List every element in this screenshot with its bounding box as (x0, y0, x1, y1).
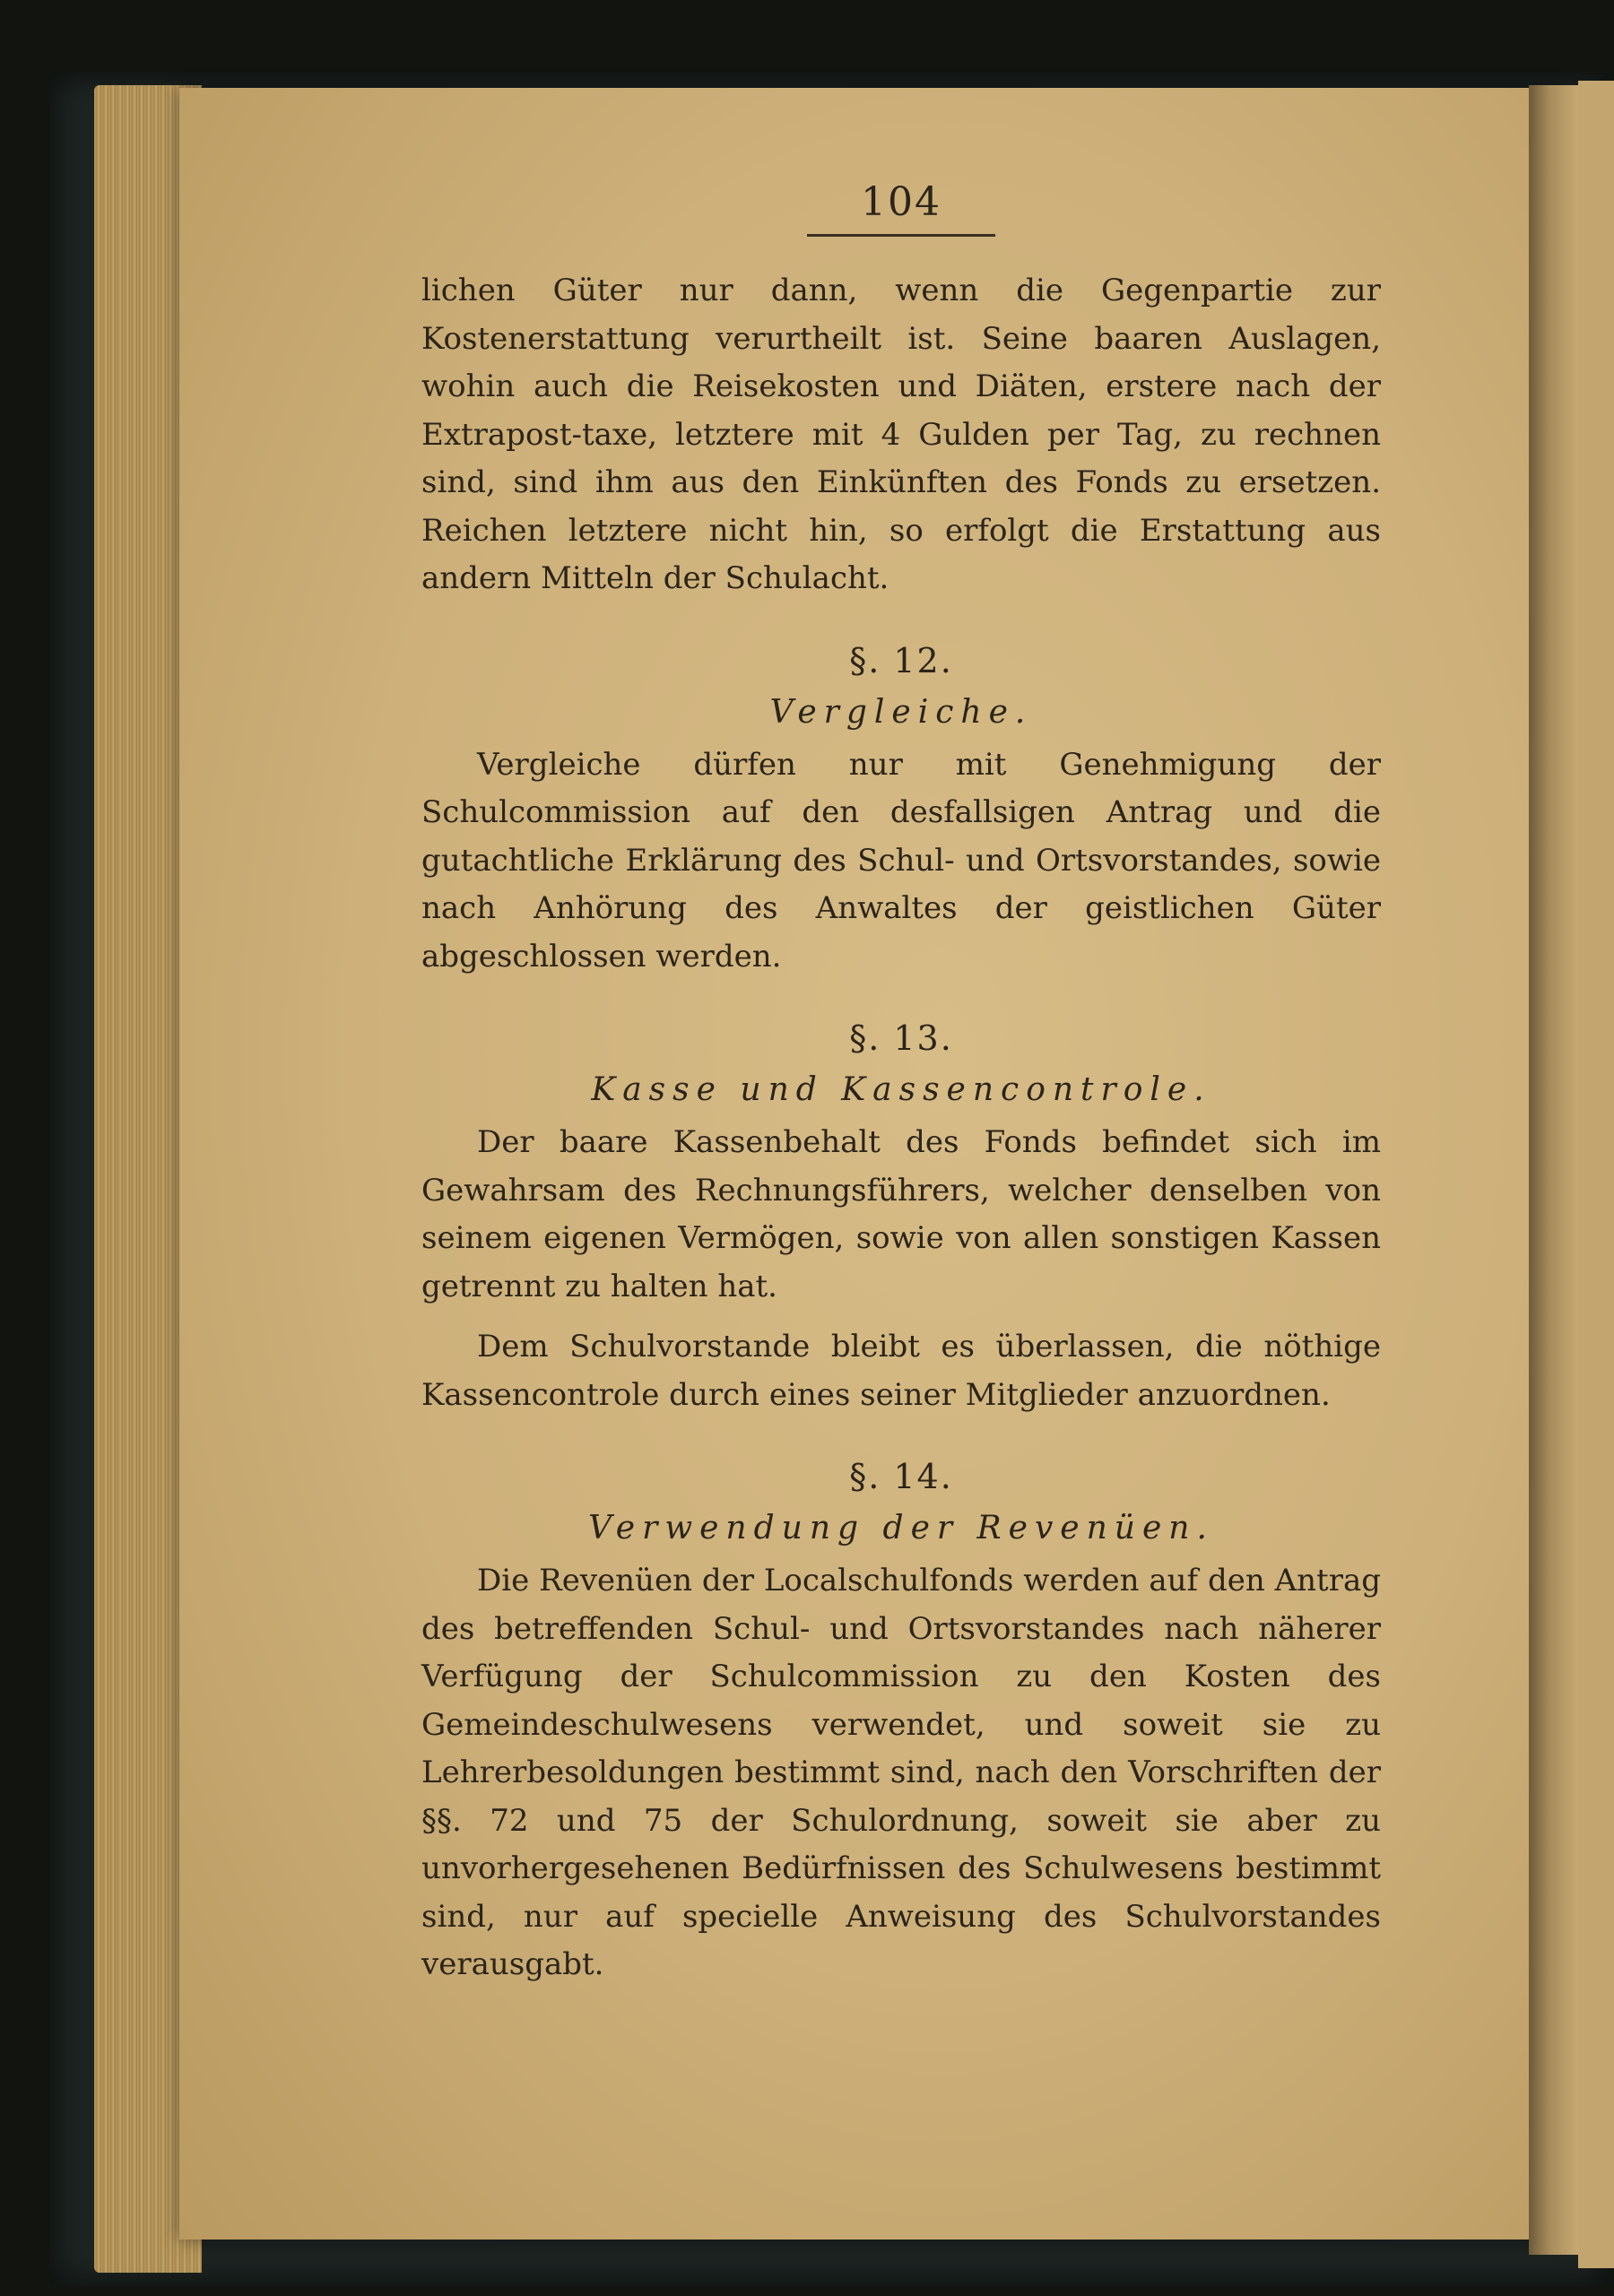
section-paragraph: Der baare Kassenbehalt des Fonds befindet sich im Gewahrsam des Rechnungsführers, welcher denselben von seinem eigenen Vermögen, sowie von allen sonstigen Kassen getrennt zu halten hat. (421, 1124, 1381, 1304)
section-number: §. 13. (849, 1018, 953, 1058)
section-paragraph: Dem Schulvorstande bleibt es überlassen, die nöthige Kassencontrole durch eines seiner Mitglieder anzuordnen. (421, 1329, 1381, 1413)
section-12 (421, 636, 1381, 982)
page-text (421, 179, 1381, 1989)
section-paragraph: Vergleiche dürfen nur mit Genehmigung der Schulcommission auf den desfallsigen Antrag und die gutachtliche Erklärung des Schul- und Ortsvorstandes, sowie nach Anhörung des Anwaltes der geistlichen Güter abgeschlossen werden. (421, 746, 1381, 975)
section-paragraph: Die Revenüen der Localschulfonds werden auf den Antrag des betreffenden Schul- und Ortsvorstandes nach näherer Verfügung der Schulcommission zu den Kosten des Gemeindeschulwesens verwendet, und soweit sie zu Lehrerbesoldungen bestimmt sind, nach den Vorschriften der §§. 72 und 75 der Schulordnung, soweit sie aber zu unvorhergesehenen Bedürfnissen des Schulwesens bestimmt sind, nur auf specielle Anweisung des Schulvorstandes verausgabt. (421, 1563, 1381, 1982)
section-title: Kasse und Kassencontrole. (591, 1071, 1211, 1108)
opening-paragraph: lichen Güter nur dann, wenn die Gegenpartie zur Kostenerstattung verurtheilt ist. Seine baaren Auslagen, wohin auch die Reisekosten und Diäten, erstere nach der Extrapost-taxe, letztere mit 4 Gulden per Tag, zu rechnen sind, sind ihm aus den Einkünften des Fonds zu ersetzen. Reichen letztere nicht hin, so erfolgt die Erstattung aus andern Mitteln der Schulacht. (421, 273, 1381, 596)
section-13 (421, 1013, 1381, 1419)
section-title: Vergleiche. (769, 693, 1033, 731)
page-number: 104 (861, 179, 941, 225)
facing-page-edge (1578, 81, 1614, 2268)
page-number-rule (807, 234, 995, 237)
paragraph-gap (421, 1311, 1381, 1323)
section-number: §. 12. (849, 640, 953, 680)
section-14 (421, 1451, 1381, 1989)
section-number: §. 14. (849, 1457, 953, 1496)
section-title: Verwendung der Revenüen. (588, 1510, 1214, 1547)
